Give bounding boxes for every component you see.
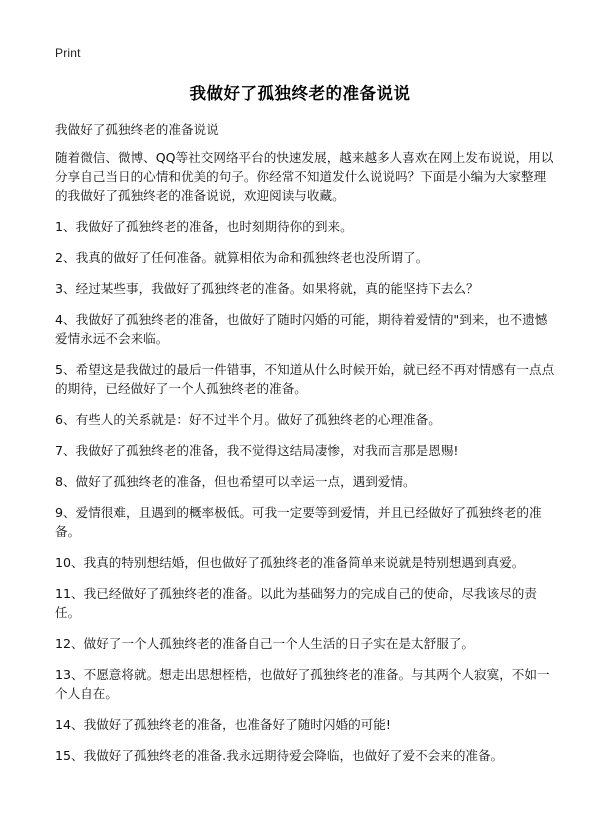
list-item-7: 7、我做好了孤独终老的准备，我不觉得这结局凄惨，对我而言那是恩赐! <box>55 443 459 458</box>
list-item-6: 6、有些人的关系就是：好不过半个月。做好了孤独终老的心理准备。 <box>55 412 441 427</box>
list-item-4: 4、我做好了孤独终老的准备，也做好了随时闪婚的可能，期待着爱情的"到来，也不遗憾爱情永远不会来临。 <box>55 312 548 346</box>
print-label: Print <box>55 46 81 60</box>
list-item-5: 5、希望这是我做过的最后一件错事，不知道从什么时候开始，就已经不再对情感有一点点的期待，已经做好了一个人孤独终老的准备。 <box>55 362 555 396</box>
list-item-8: 8、做好了孤独终老的准备，但也希望可以幸运一点，遇到爱情。 <box>55 474 416 489</box>
document-body <box>55 120 555 777</box>
intro-paragraph: 随着微信、微博、QQ等社交网络平台的快速发展，越来越多人喜欢在网上发布说说，用以分享自己当日的心情和优美的句子。你经常不知道发什么说说吗？下面是小编为大家整理的我做好了孤独终老的准备说说，欢迎阅读与收藏。 <box>55 150 554 203</box>
page-title: 我做好了孤独终老的准备说说 <box>189 84 411 103</box>
list-item-1: 1、我做好了孤独终老的准备，也时刻期待你的到来。 <box>55 219 353 234</box>
list-item-10: 10、我真的特别想结婚，但也做好了孤独终老的准备简单来说就是特别想遇到真爱。 <box>55 555 525 570</box>
list-item-9: 9、爱情很难，且遇到的概率极低。可我一定要等到爱情，并且已经做好了孤独终老的准备。 <box>55 505 542 539</box>
list-item-11: 11、我已经做好了孤独终老的准备。以此为基础努力的完成自己的使命，尽我该尽的责任。 <box>55 586 537 620</box>
list-item-15: 15、我做好了孤独终老的准备.我永远期待爱会降临，也做好了爱不会来的准备。 <box>55 748 504 763</box>
subtitle: 我做好了孤独终老的准备说说 <box>55 122 219 137</box>
list-item-14: 14、我做好了孤独终老的准备，也准备好了随时闪婚的可能! <box>55 717 391 732</box>
list-item-2: 2、我真的做好了任何准备。就算相依为命和孤独终老也没所谓了。 <box>55 250 429 265</box>
list-item-12: 12、做好了一个人孤独终老的准备自己一个人生活的日子实在是太舒服了。 <box>55 636 475 651</box>
list-item-13: 13、不愿意将就。想走出思想桎梏，也做好了孤独终老的准备。与其两个人寂寞，不如一个人自在。 <box>55 667 550 701</box>
list-item-3: 3、经过某些事，我做好了孤独终老的准备。如果将就，真的能坚持下去么？ <box>55 281 479 296</box>
